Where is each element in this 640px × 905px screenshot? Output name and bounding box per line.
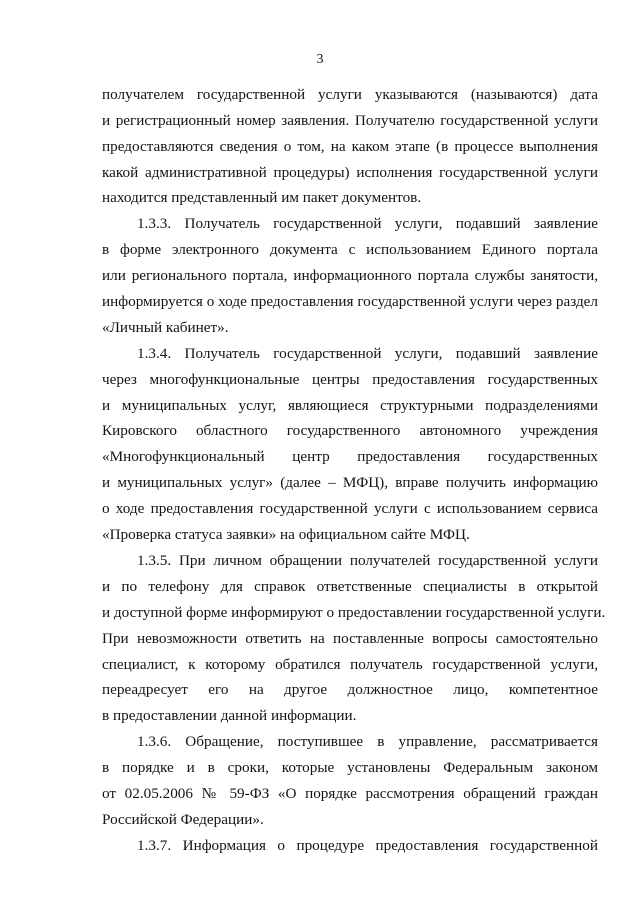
page-number: 3	[316, 52, 324, 67]
text-line: через многофункциональные центры предоставления государственных	[102, 371, 598, 388]
text-line: переадресует его на другое должностное лицо, компетентное	[102, 681, 598, 698]
text-line: «Проверка статуса заявки» на официальном сайте МФЦ.	[102, 526, 470, 543]
paragraph-first-line: 1.3.7. Информация о процедуре предоставления государственной	[137, 837, 598, 854]
text-line: получателем государственной услуги указываются (называются) дата	[102, 86, 598, 103]
text-line: «Личный кабинет».	[102, 319, 229, 336]
text-line: предоставляются сведения о том, на каком этапе (в процессе выполнения	[102, 138, 598, 155]
text-line: или регионального портала, информационного портала службы занятости,	[102, 267, 598, 284]
paragraph-first-line: 1.3.3. Получатель государственной услуги, подавший заявление	[137, 215, 598, 232]
text-line: «Многофункциональный центр предоставления государственных	[102, 448, 598, 465]
text-line: и доступной форме информируют о предоставлении государственной услуги.	[102, 604, 606, 621]
text-line: о ходе предоставления государственной услуги с использованием сервиса	[102, 500, 598, 517]
text-line: информируется о ходе предоставления государственной услуги через раздел	[102, 293, 598, 310]
text-line: Кировского областного государственного автономного учреждения	[102, 422, 598, 439]
text-line: и по телефону для справок ответственные специалисты в открытой	[102, 578, 598, 595]
paragraph-first-line: 1.3.4. Получатель государственной услуги, подавший заявление	[137, 345, 598, 362]
text-line: и муниципальных услуг» (далее – МФЦ), вправе получить информацию	[102, 474, 598, 491]
text-line: При невозможности ответить на поставленные вопросы самостоятельно	[102, 630, 598, 647]
text-line: находится представленный им пакет документов.	[102, 189, 422, 206]
text-line: какой административной процедуры) исполнения государственной услуги	[102, 164, 598, 181]
text-line: специалист, к которому обратился получатель государственной услуги,	[102, 656, 598, 673]
text-line: в порядке и в сроки, которые установлены Федеральным законом	[102, 759, 598, 776]
text-line: Российской Федерации».	[102, 811, 264, 828]
text-line: и муниципальных услуг, являющиеся структурными подразделениями	[102, 397, 598, 414]
text-line: в предоставлении данной информации.	[102, 707, 357, 724]
paragraph-first-line: 1.3.6. Обращение, поступившее в управление, рассматривается	[137, 733, 598, 750]
text-line: от 02.05.2006 № 59-ФЗ «О порядке рассмотрения обращений граждан	[102, 785, 598, 802]
paragraph-first-line: 1.3.5. При личном обращении получателей государственной услуги	[137, 552, 598, 569]
text-line: в форме электронного документа с использованием Единого портала	[102, 241, 598, 258]
text-line: и регистрационный номер заявления. Получателю государственной услуги	[102, 112, 598, 129]
